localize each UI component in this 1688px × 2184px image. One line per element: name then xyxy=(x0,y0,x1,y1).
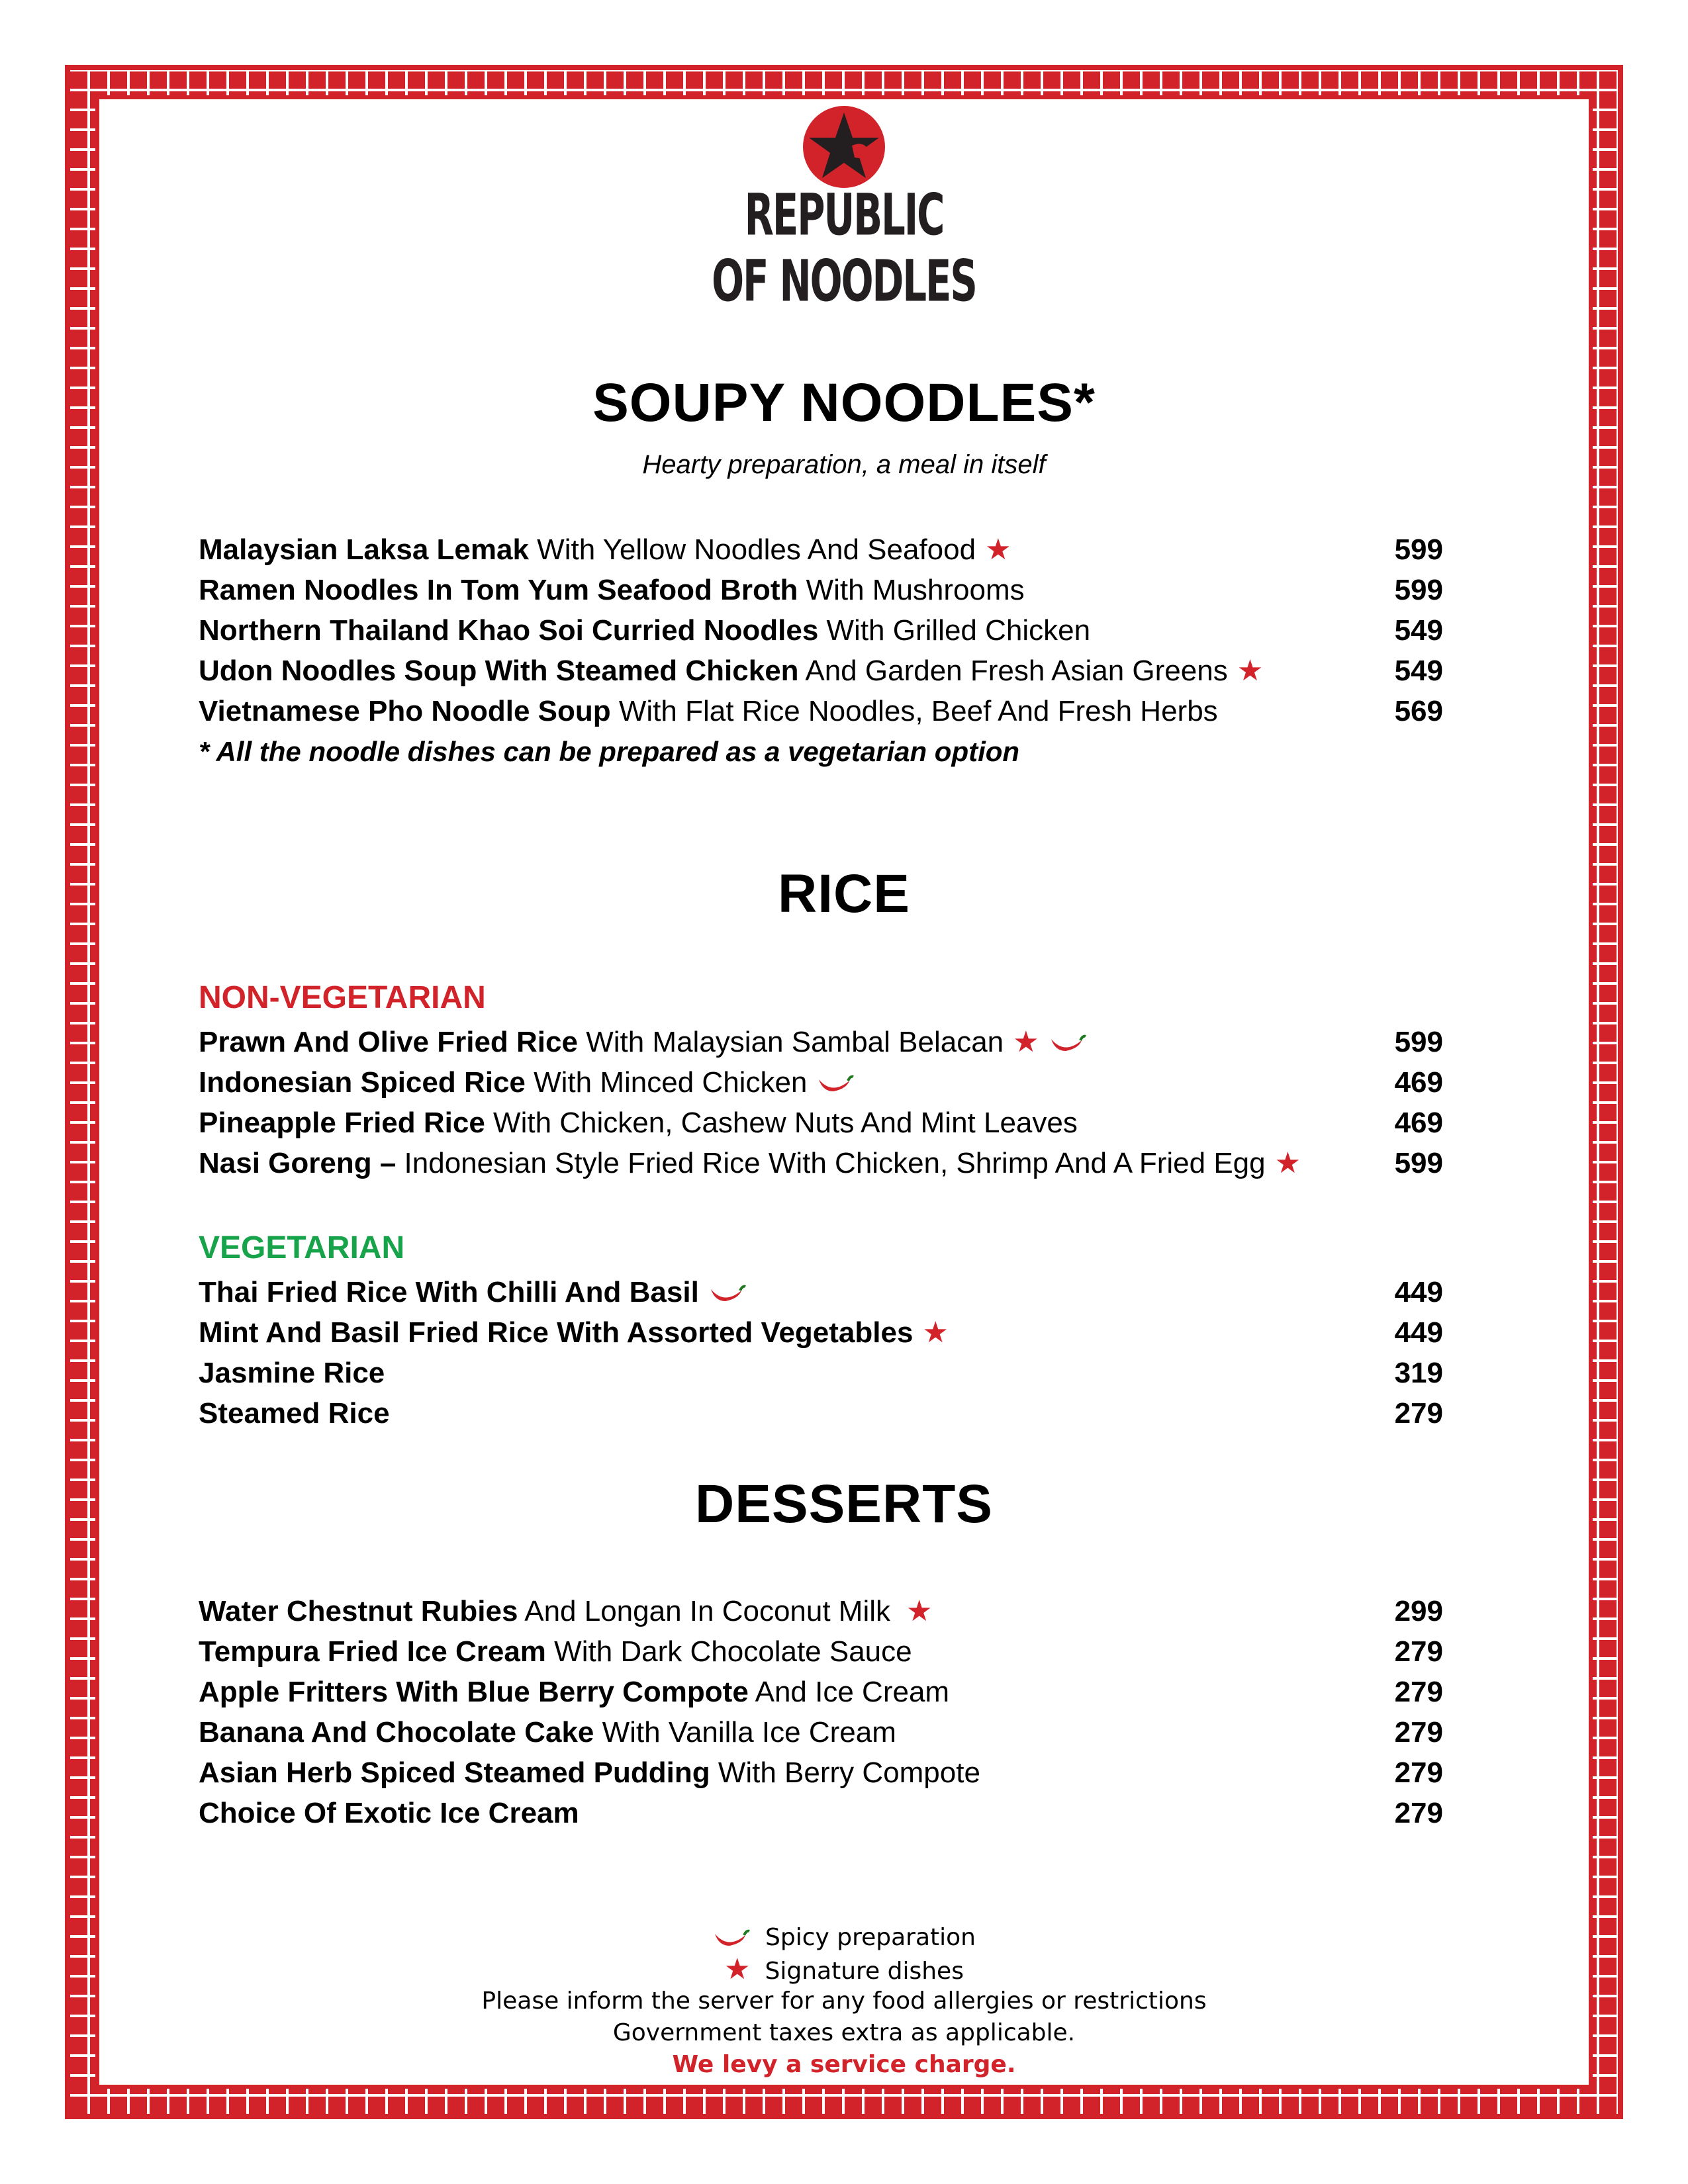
item-price: 279 xyxy=(1394,1676,1443,1708)
item-price: 549 xyxy=(1394,655,1443,687)
item-price: 279 xyxy=(1394,1397,1443,1430)
item-price: 279 xyxy=(1394,1716,1443,1749)
item-price: 599 xyxy=(1394,1026,1443,1058)
menu-item: Indonesian Spiced Rice With Minced Chicken xyxy=(199,1064,1443,1102)
menu-item: Udon Noodles Soup With Steamed Chicken And Garden Fresh Asian Greens ★ xyxy=(199,655,1264,687)
menu-item: Pineapple Fried Rice With Chicken, Cashew Nuts And Mint Leaves xyxy=(199,1107,1078,1139)
menu-item: Jasmine Rice xyxy=(199,1357,385,1389)
menu-item: Thai Fried Rice With Chilli And Basil xyxy=(199,1273,1443,1312)
legend-signature: ★ Signature dishes xyxy=(724,1952,964,1986)
item-price: 569 xyxy=(1394,695,1443,727)
item-price: 599 xyxy=(1394,1147,1443,1179)
chili-pepper-icon xyxy=(1049,1032,1087,1055)
menu-item: Ramen Noodles In Tom Yum Seafood Broth With Mushrooms xyxy=(199,574,1025,606)
legend-spicy: Spicy preparation xyxy=(0,1922,1688,1954)
menu-item: Prawn And Olive Fried Rice With Malaysian Sambal Belacan ★ xyxy=(199,1023,1443,1062)
item-price: 449 xyxy=(1394,1276,1443,1308)
subheading-non-vegetarian: NON-VEGETARIAN xyxy=(199,980,486,1015)
section-subtitle-soupy: Hearty preparation, a meal in itself xyxy=(642,450,1046,479)
vegetarian-note: * All the noodle dishes can be prepared as a vegetarian option xyxy=(199,736,1020,767)
menu-item: Mint And Basil Fried Rice With Assorted Vegetables ★ xyxy=(199,1316,949,1349)
item-price: 449 xyxy=(1394,1316,1443,1349)
menu-item: Steamed Rice xyxy=(199,1397,390,1430)
tax-notice: Government taxes extra as applicable. xyxy=(612,2019,1076,2046)
menu-item: Malaysian Laksa Lemak With Yellow Noodles And Seafood ★ xyxy=(199,533,1011,566)
signature-star-icon: ★ xyxy=(1237,655,1264,687)
item-price: 319 xyxy=(1394,1357,1443,1389)
signature-star-icon: ★ xyxy=(1013,1026,1039,1058)
item-price: 299 xyxy=(1394,1595,1443,1627)
menu-item: Asian Herb Spiced Steamed Pudding With Berry Compote xyxy=(199,1756,980,1789)
allergy-notice: Please inform the server for any food allergies or restrictions xyxy=(481,1987,1207,2015)
menu-item: Tempura Fried Ice Cream With Dark Chocolate Sauce xyxy=(199,1635,912,1668)
signature-star-icon: ★ xyxy=(724,1952,751,1986)
section-title-soupy-noodles: SOUPY NOODLES* xyxy=(592,373,1096,433)
restaurant-logo xyxy=(712,99,976,315)
item-price: 279 xyxy=(1394,1756,1443,1789)
service-charge-notice: We levy a service charge. xyxy=(672,2051,1016,2078)
item-price: 469 xyxy=(1394,1066,1443,1099)
menu-item: Apple Fritters With Blue Berry Compote And Ice Cream xyxy=(199,1676,950,1708)
item-price: 469 xyxy=(1394,1107,1443,1139)
chili-pepper-icon xyxy=(816,1073,855,1095)
signature-star-icon: ★ xyxy=(985,533,1011,566)
brand-name: REPUBLIC OF NOODLES xyxy=(712,183,976,315)
item-price: 279 xyxy=(1394,1797,1443,1829)
item-price: 599 xyxy=(1394,533,1443,566)
item-price: 599 xyxy=(1394,574,1443,606)
menu-item: Banana And Chocolate Cake With Vanilla Ice Cream xyxy=(199,1716,896,1749)
menu-item: Nasi Goreng – Indonesian Style Fried Rice With Chicken, Shrimp And A Fried Egg ★ xyxy=(199,1147,1301,1179)
chili-pepper-icon xyxy=(712,1927,751,1950)
menu-item: Vietnamese Pho Noodle Soup With Flat Rice Noodles, Beef And Fresh Herbs xyxy=(199,695,1218,727)
section-title-rice: RICE xyxy=(778,864,910,924)
menu-item: Northern Thailand Khao Soi Curried Noodles With Grilled Chicken xyxy=(199,614,1091,647)
item-price: 279 xyxy=(1394,1635,1443,1668)
item-price: 549 xyxy=(1394,614,1443,647)
menu-item: Choice Of Exotic Ice Cream xyxy=(199,1797,579,1829)
section-title-desserts: DESSERTS xyxy=(695,1474,993,1534)
chili-pepper-icon xyxy=(708,1283,747,1305)
signature-star-icon: ★ xyxy=(922,1316,949,1349)
signature-star-icon: ★ xyxy=(906,1595,933,1627)
menu-item: Water Chestnut Rubies And Longan In Coconut Milk ★ xyxy=(199,1595,933,1627)
subheading-vegetarian: VEGETARIAN xyxy=(199,1230,405,1265)
signature-star-icon: ★ xyxy=(1274,1147,1301,1179)
